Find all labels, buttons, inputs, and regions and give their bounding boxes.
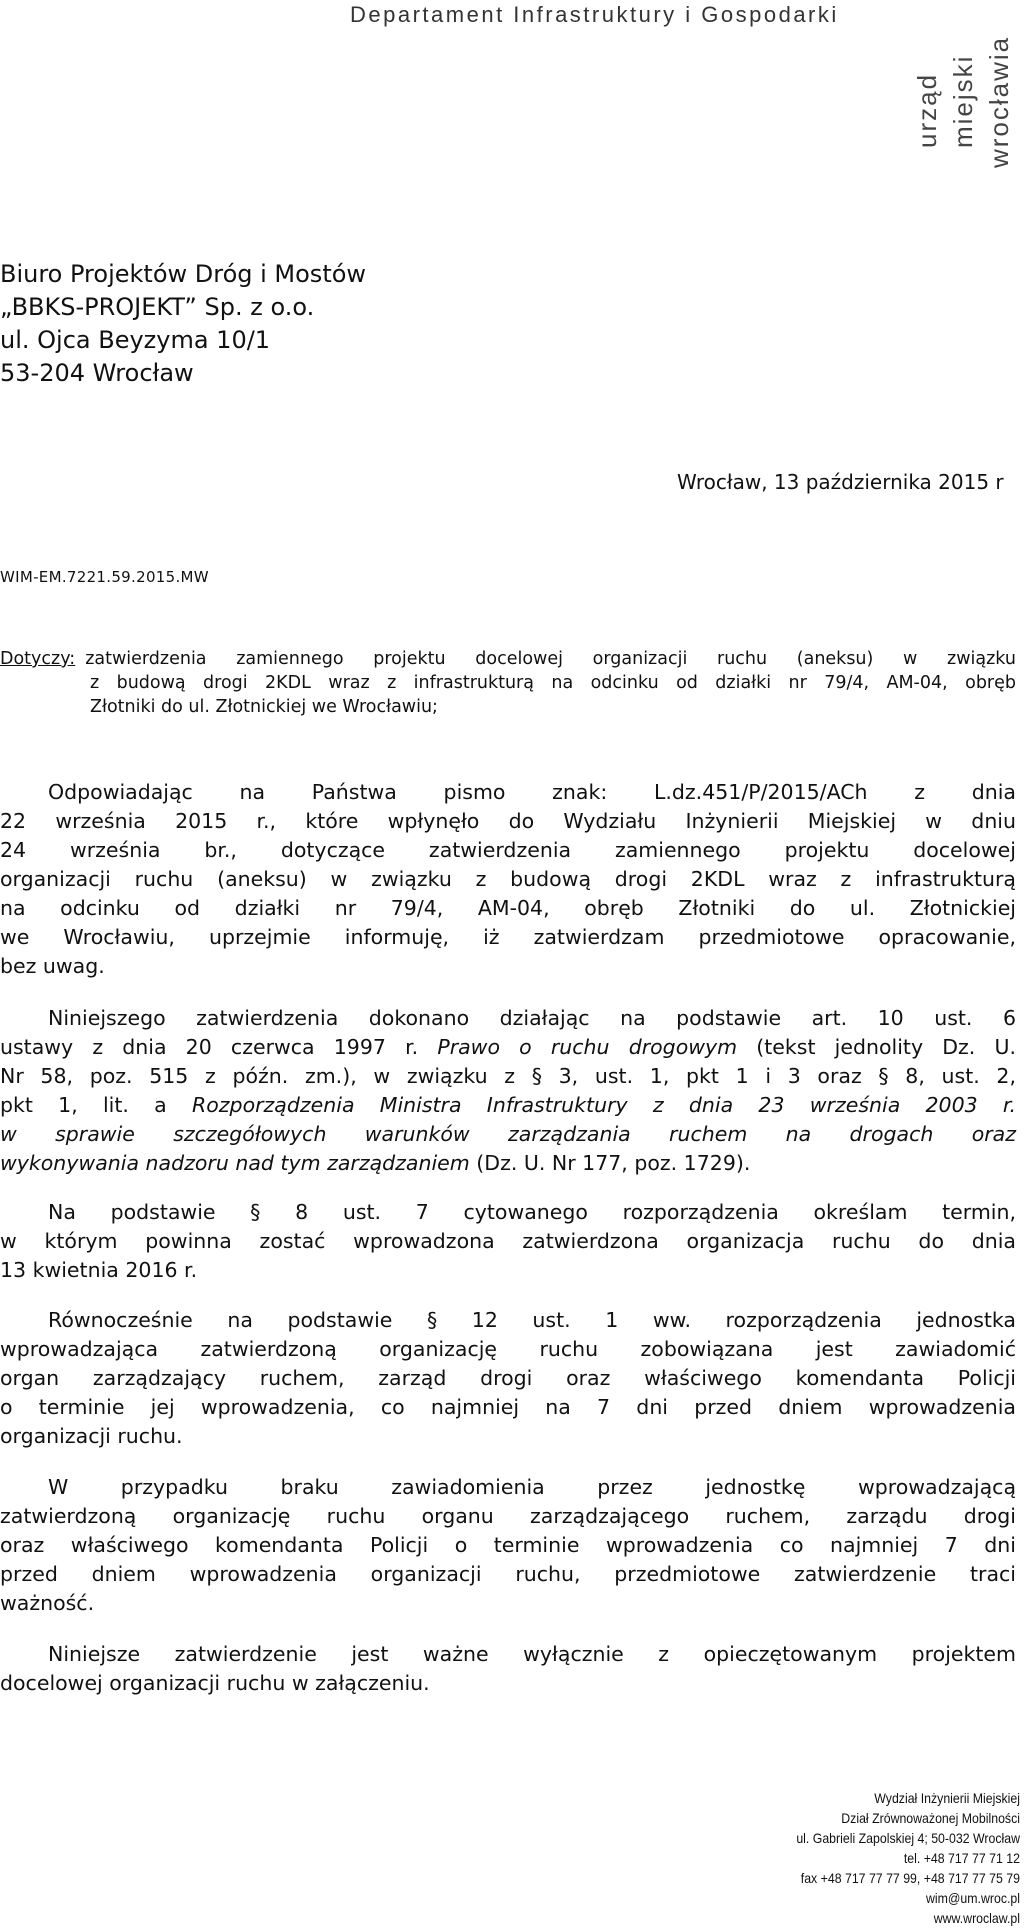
footer-line: Wydział Inżynierii Miejskiej (874, 1790, 1020, 1806)
paragraph-line: 24 września br., dotyczące zatwierdzenia zamiennego projektu docelowej (0, 838, 1016, 862)
paragraph-line: o terminie jej wprowadzenia, co najmniej na 7 dni przed dniem wprowadzenia (0, 1395, 1016, 1419)
text-run: pkt 1, lit. a (0, 1093, 193, 1117)
paragraph-line: 22 września 2015 r., które wpłynęło do Wydziału Inżynierii Miejskiej w dniu (0, 809, 1016, 833)
recipient-line: ul. Ojca Beyzyma 10/1 (0, 326, 271, 354)
paragraph-line: wprowadzająca zatwierdzoną organizację ruchu zobowiązana jest zawiadomić (0, 1337, 1016, 1361)
regulation-title: w sprawie szczegółowych warunków zarządzania ruchem na drogach oraz (0, 1122, 1016, 1146)
city-office-logo (890, 20, 1020, 168)
paragraph-line: bez uwag. (0, 954, 105, 978)
paragraph-line: organizacji ruchu. (0, 1424, 183, 1448)
paragraph-line: przed dniem wprowadzenia organizacji ruchu, przedmiotowe zatwierdzenie traci (0, 1562, 1016, 1586)
paragraph-line: na odcinku od działki nr 79/4, AM-04, obręb Złotniki do ul. Złotnickiej (0, 896, 1016, 920)
paragraph-line: Nr 58, poz. 515 z późn. zm.), w związku z § 3, ust. 1, pkt 1 i 3 oraz § 8, ust. 2, (0, 1064, 1016, 1088)
recipient-line: Biuro Projektów Dróg i Mostów (0, 260, 367, 288)
paragraph-line: Odpowiadając na Państwa pismo znak: L.dz.451/P/2015/ACh z dnia (48, 780, 1016, 804)
logo-line-1: urząd (912, 72, 942, 148)
paragraph-line: w którym powinna zostać wprowadzona zatwierdzona organizacja ruchu do dnia (0, 1229, 1016, 1253)
text-run: (tekst jednolity Dz. U. (737, 1035, 1016, 1059)
paragraph-line: organizacji ruchu (aneksu) w związku z budową drogi 2KDL wraz z infrastrukturą (0, 867, 1016, 891)
paragraph-line: we Wrocławiu, uprzejmie informuję, iż zatwierdzam przedmiotowe opracowanie, (0, 925, 1016, 949)
logo-line-2: miejski (948, 54, 978, 148)
date-line: Wrocław, 13 października 2015 r (677, 470, 1004, 494)
paragraph-line: 13 kwietnia 2016 r. (0, 1258, 198, 1282)
subject-line: z budową drogi 2KDL wraz z infrastrukturą na odcinku od działki nr 79/4, AM-04, obręb (90, 673, 1016, 693)
paragraph-line: Niniejszego zatwierdzenia dokonano działając na podstawie art. 10 ust. 6 (48, 1006, 1016, 1030)
paragraph-attachment (0, 1640, 1016, 1698)
text-run: ustawy z dnia 20 czerwca 1997 r. (0, 1035, 438, 1059)
recipient-address (0, 258, 366, 390)
paragraph-validity-loss (0, 1473, 1016, 1618)
paragraph-line: docelowej organizacji ruchu w załączeniu. (0, 1671, 430, 1695)
logo-line-3: wrocławia (984, 35, 1014, 168)
footer-line: Dział Zrównoważonej Mobilności (841, 1810, 1020, 1826)
recipient-line: „BBKS-PROJEKT” Sp. z o.o. (0, 293, 315, 321)
footer-website-link[interactable]: www.wroclaw.pl (933, 1910, 1020, 1926)
footer-line: tel. +48 717 77 71 12 (903, 1850, 1020, 1866)
case-number: WIM-EM.7221.59.2015.MW (0, 568, 209, 586)
paragraph-legal-basis (0, 1004, 1016, 1178)
paragraph-line: W przypadku braku zawiadomienia przez jednostkę wprowadzającą (48, 1475, 1016, 1499)
text-run: (Dz. U. Nr 177, poz. 1729). (469, 1151, 751, 1175)
act-title: Prawo o ruchu drogowym (437, 1035, 738, 1059)
subject-label: Dotyczy: (0, 649, 76, 669)
paragraph-notification (0, 1306, 1016, 1451)
paragraph-line: oraz właściwego komendanta Policji o terminie wprowadzenia co najmniej 7 dni (0, 1533, 1016, 1557)
paragraph-line (0, 1149, 1016, 1178)
regulation-title: wykonywania nadzoru nad tym zarządzaniem (0, 1151, 470, 1175)
paragraph-line: organ zarządzający ruchem, zarząd drogi oraz właściwego komendanta Policji (0, 1366, 1016, 1390)
subject-row (0, 647, 1016, 671)
paragraph-line: Na podstawie § 8 ust. 7 cytowanego rozporządzenia określam termin, (48, 1200, 1016, 1224)
paragraph-line: Niniejsze zatwierdzenie jest ważne wyłącznie z opieczętowanym projektem (48, 1642, 1016, 1666)
footer-line: ul. Gabrieli Zapolskiej 4; 50-032 Wrocław (796, 1830, 1020, 1846)
paragraph-line: zatwierdzoną organizację ruchu organu zarządzającego ruchem, zarządu drogi (0, 1504, 1016, 1528)
footer-line: fax +48 717 77 77 99, +48 717 77 75 79 (800, 1870, 1020, 1886)
paragraph-line (0, 1120, 1016, 1149)
paragraph-line: Równocześnie na podstawie § 12 ust. 1 ww. rozporządzenia jednostka (48, 1308, 1016, 1332)
footer-email-link[interactable]: wim@um.wroc.pl (926, 1890, 1020, 1906)
subject-line: zatwierdzenia zamiennego projektu docelowej organizacji ruchu (aneksu) w związku (85, 649, 1016, 669)
recipient-line: 53-204 Wrocław (0, 359, 194, 387)
department-header: Departament Infrastruktury i Gospodarki (350, 2, 839, 27)
paragraph-line (0, 1033, 1016, 1062)
subject-block (0, 647, 1016, 719)
subject-line: Złotniki do ul. Złotnickiej we Wrocławiu; (90, 697, 438, 717)
paragraph-line (0, 1091, 1016, 1120)
regulation-title: Rozporządzenia Ministra Infrastruktury z dnia 23 września 2003 r. (192, 1093, 1016, 1117)
office-contact-footer (700, 1788, 1020, 1928)
paragraph-line: ważność. (0, 1591, 95, 1615)
paragraph-reply (0, 778, 1016, 981)
paragraph-deadline (0, 1198, 1016, 1285)
